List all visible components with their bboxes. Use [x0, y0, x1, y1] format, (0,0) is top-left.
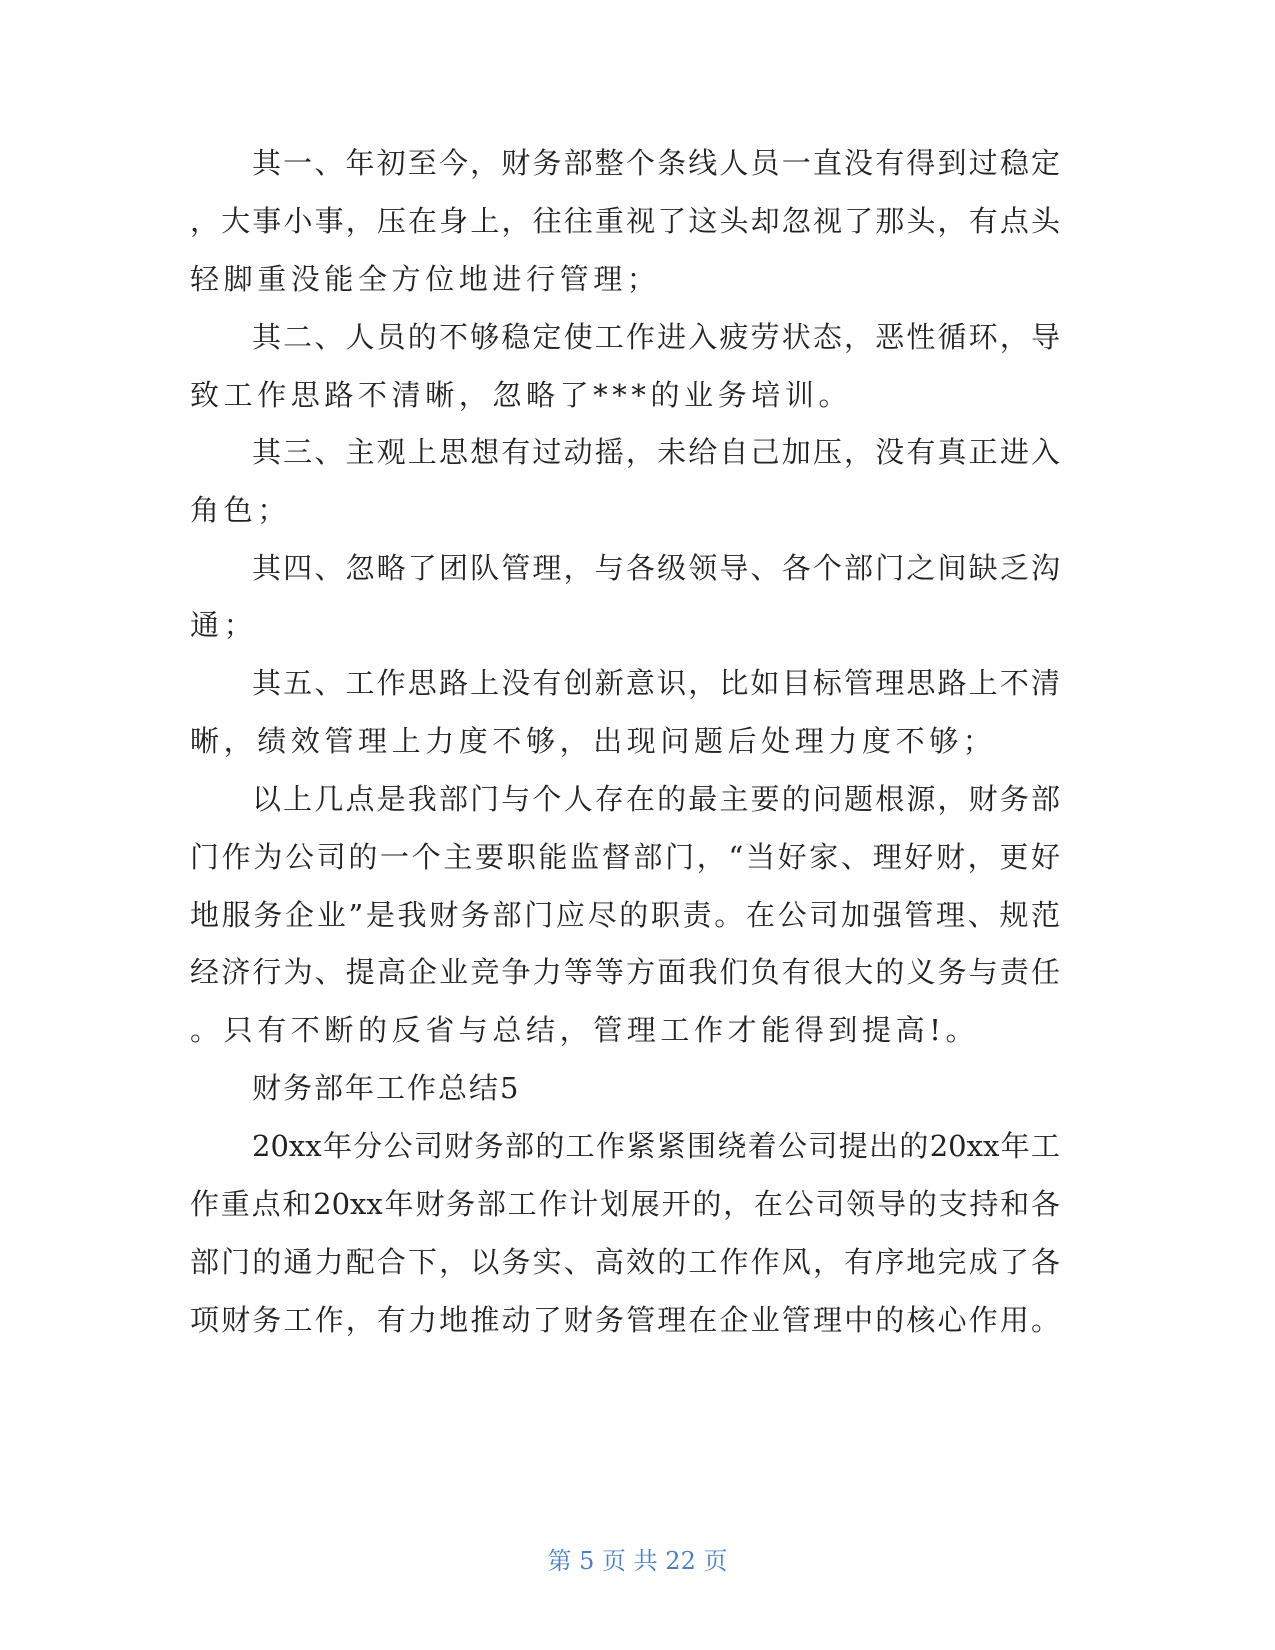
text-line: 轻脚重没能全方位地进行管理； [190, 262, 661, 296]
text-line: 经济行为、提高企业竞争力等等方面我们负有很大的义务与责任 [190, 955, 1060, 989]
text-line: ，大事小事，压在身上，往往重视了这头却忽视了那头，有点头 [190, 204, 1060, 238]
text-line: 项财务工作，有力地推动了财务管理在企业管理中的核心作用。 [190, 1303, 1060, 1337]
section-heading: 财务部年工作总结5 [252, 1071, 521, 1105]
text-line: 其二、人员的不够稳定使工作进入疲劳状态，恶性循环，导 [252, 320, 1060, 354]
text-line: 其三、主观上思想有过动摇，未给自己加压，没有真正进入 [252, 435, 1060, 469]
text-line: 门作为公司的一个主要职能监督部门，“当好家、理好财，更好 [190, 840, 1060, 874]
page-number: 第 5 页 共 22 页 [547, 1547, 728, 1575]
text-line: 通； [190, 608, 258, 642]
text-line: 致工作思路不清晰，忽略了***的业务培训。 [190, 378, 853, 412]
text-line: 。只有不断的反省与总结，管理工作才能得到提高!。 [190, 1013, 980, 1047]
text-line: 作重点和20xx年财务部工作计划展开的，在公司领导的支持和各 [190, 1187, 1060, 1221]
text-line: 其四、忽略了团队管理，与各级领导、各个部门之间缺乏沟 [252, 551, 1060, 585]
text-line: 角色； [190, 493, 291, 527]
text-line: 其五、工作思路上没有创新意识，比如目标管理思路上不清 [252, 666, 1060, 700]
text-line: 其一、年初至今，财务部整个条线人员一直没有得到过稳定 [252, 146, 1060, 180]
text-line: 20xx年分公司财务部的工作紧紧围绕着公司提出的20xx年工 [252, 1129, 1060, 1163]
text-line: 以上几点是我部门与个人存在的最主要的问题根源，财务部 [252, 782, 1060, 816]
text-line: 部门的通力配合下，以务实、高效的工作作风，有序地完成了各 [190, 1245, 1060, 1279]
text-line: 地服务企业”是我财务部门应尽的职责。在公司加强管理、规范 [190, 898, 1060, 932]
text-line: 晰，绩效管理上力度不够，出现问题后处理力度不够； [190, 724, 997, 758]
